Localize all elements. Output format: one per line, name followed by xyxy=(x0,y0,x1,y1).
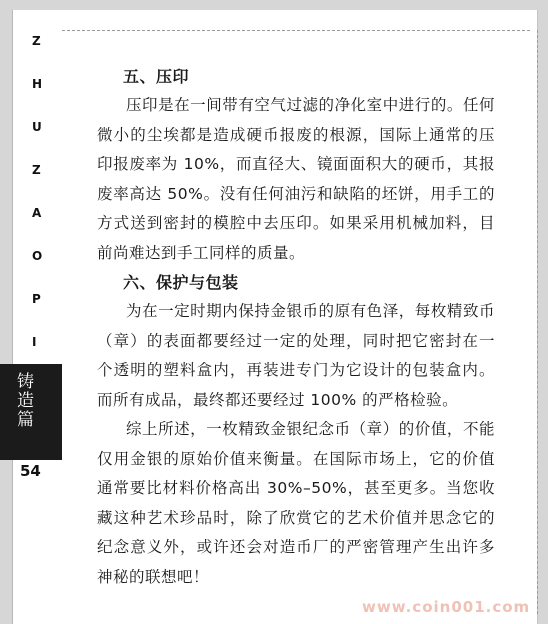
side-letter: H xyxy=(32,77,43,91)
side-letter: Z xyxy=(32,163,41,177)
watermark: www.coin001.com xyxy=(362,598,531,616)
paragraph: 综上所述，一枚精致金银纪念币（章）的价值，不能仅用金银的原始价值来衡量。在国际市场上，它的价值通常要比材料价格高出 30%–50%，甚至更多。当您收藏这种艺术珍品时，除了欣赏它的艺术价值并思念它的纪念意义外，或许还会对造币厂的严密管理产生出许多神秘的联想吧！ xyxy=(97,420,495,586)
section-heading: 五、压印 xyxy=(123,67,190,86)
side-letter: U xyxy=(32,120,42,134)
side-letter: Z xyxy=(32,34,41,48)
right-dashed-border xyxy=(537,30,538,614)
side-letter: A xyxy=(32,206,42,220)
top-dashed-border xyxy=(62,30,530,31)
paragraph: 为在一定时期内保持金银币的原有色泽，每枚精致币（章）的表面都要经过一定的处理，同时把它密封在一个透明的塑料盒内，再装进专门为它设计的包装盒内。而所有成品，最终都还要经过 100% 的严格检验。 xyxy=(97,302,495,409)
section-heading: 六、保护与包装 xyxy=(123,273,239,292)
page-number: 54 xyxy=(20,462,41,480)
body-text xyxy=(97,62,495,592)
side-letter: O xyxy=(32,249,43,263)
section-tab-label: 铸造篇 xyxy=(13,372,33,429)
side-letter: I xyxy=(32,335,37,349)
paragraph: 压印是在一间带有空气过滤的净化室中进行的。任何微小的尘埃都是造成硬币报废的根源，国际上通常的压印报废率为 10%，而直径大、镜面面积大的硬币，其报废率高达 50%。没有任何油污和缺陷的坯饼，用手工的方式送到密封的模腔中去压印。如果采用机械加料，目前尚难达到手工同样的质量。 xyxy=(97,96,495,262)
side-letter: P xyxy=(32,292,41,306)
